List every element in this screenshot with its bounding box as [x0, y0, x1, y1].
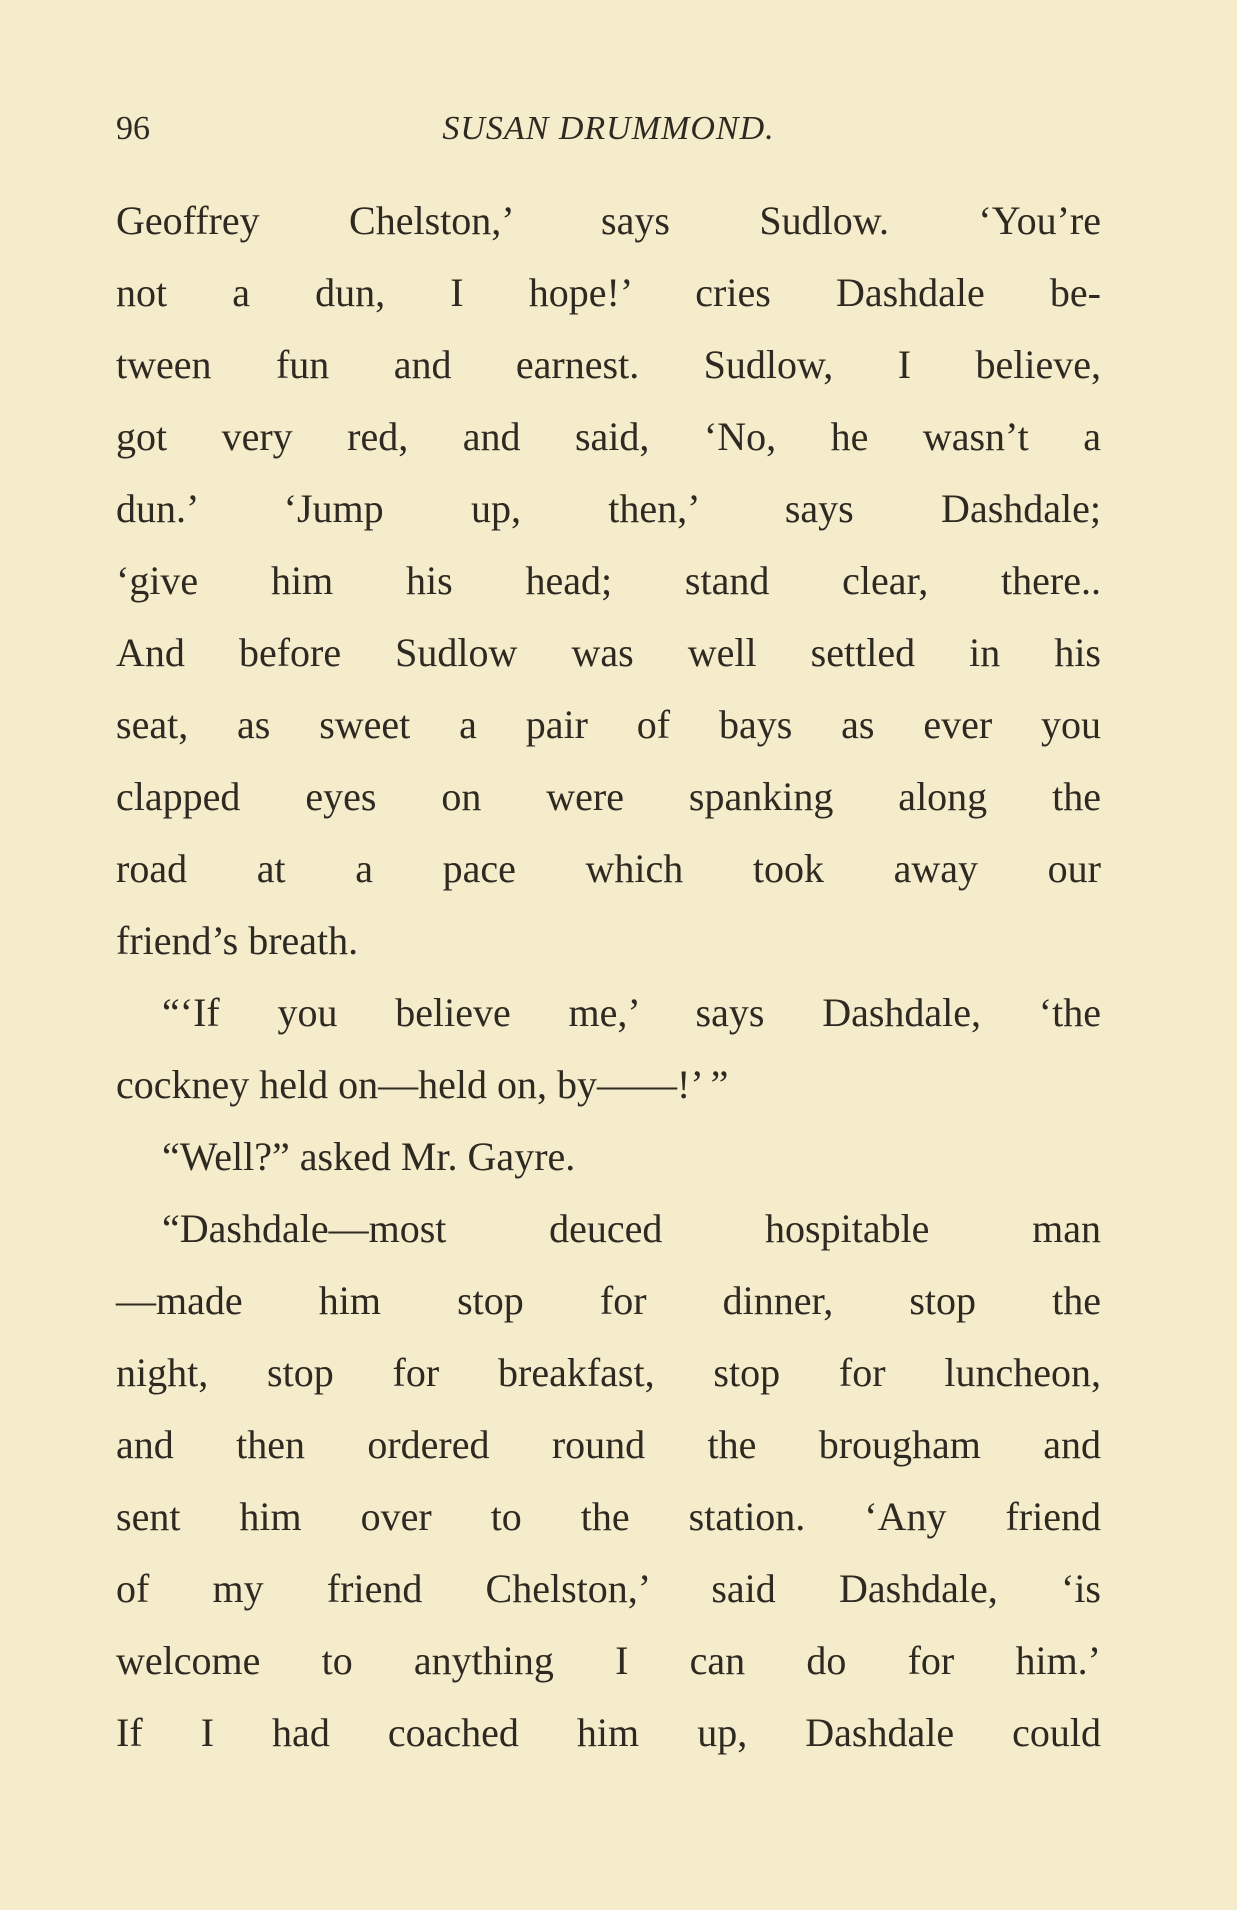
body-text [116, 185, 1101, 1769]
text-line: seat, as sweet a pair of bays as ever you [116, 702, 1101, 747]
text-line: dun.’ ‘Jump up, then,’ says Dashdale; [116, 486, 1101, 531]
text-line: “‘If you believe me,’ says Dashdale, ‘the [162, 990, 1101, 1035]
text-line: friend’s breath. [116, 918, 359, 963]
text-line: And before Sudlow was well settled in his [116, 630, 1101, 675]
text-line: night, stop for breakfast, stop for luncheon, [116, 1350, 1101, 1395]
text-line: clapped eyes on were spanking along the [116, 774, 1101, 819]
text-line: welcome to anything I can do for him.’ [116, 1638, 1101, 1683]
text-line: not a dun, I hope!’ cries Dashdale be- [116, 270, 1101, 315]
page-number: 96 [116, 110, 150, 147]
text-line: “Dashdale—most deuced hospitable man [162, 1206, 1101, 1251]
text-line: sent him over to the station. ‘Any friend [116, 1494, 1101, 1539]
text-line: “Well?” asked Mr. Gayre. [162, 1134, 576, 1179]
text-line: —made him stop for dinner, stop the [116, 1278, 1101, 1323]
text-line: ‘give him his head; stand clear, there.. [116, 558, 1101, 603]
text-line: Geoffrey Chelston,’ says Sudlow. ‘You’re [116, 198, 1101, 243]
running-title: SUSAN DRUMMOND. [442, 110, 775, 147]
text-line: road at a pace which took away our [116, 846, 1101, 891]
text-line: of my friend Chelston,’ said Dashdale, ‘is [116, 1566, 1101, 1611]
page-header [116, 104, 1101, 154]
text-line: cockney held on—held on, by——!’ ” [116, 1062, 729, 1107]
text-line: If I had coached him up, Dashdale could [116, 1710, 1101, 1755]
text-line: tween fun and earnest. Sudlow, I believe, [116, 342, 1101, 387]
text-line: and then ordered round the brougham and [116, 1422, 1101, 1467]
text-line: got very red, and said, ‘No, he wasn’t a [116, 414, 1101, 459]
